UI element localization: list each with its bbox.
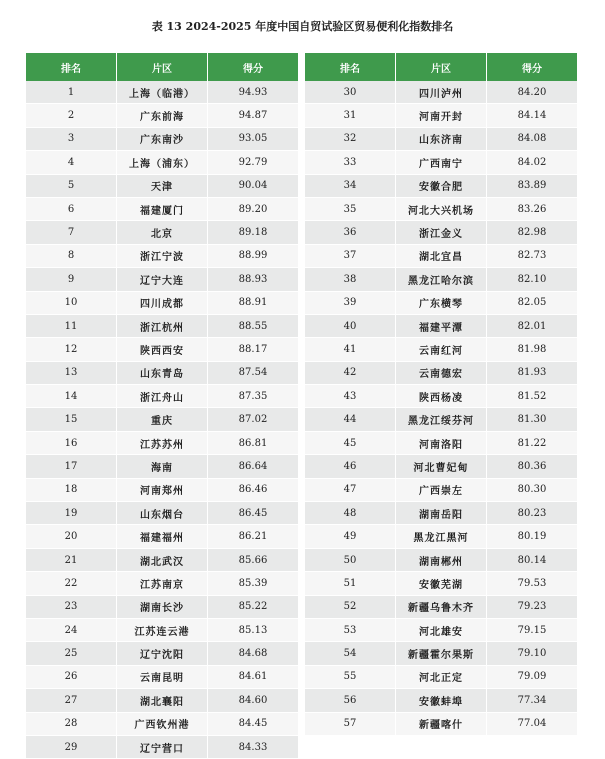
rank-cell: 26 bbox=[26, 666, 117, 689]
score-cell: 92.79 bbox=[208, 151, 298, 174]
region-cell: 浙江金义 bbox=[396, 221, 487, 244]
region-cell: 黑龙江绥芬河 bbox=[396, 408, 487, 431]
rank-cell: 30 bbox=[305, 81, 396, 104]
table-row bbox=[26, 502, 298, 525]
region-cell: 湖南郴州 bbox=[396, 549, 487, 572]
region-cell: 广西南宁 bbox=[396, 151, 487, 174]
score-cell: 85.66 bbox=[208, 549, 298, 572]
region-cell: 辽宁沈阳 bbox=[117, 642, 208, 665]
table-row bbox=[26, 385, 298, 408]
region-cell: 新疆乌鲁木齐 bbox=[396, 596, 487, 619]
region-cell: 北京 bbox=[117, 221, 208, 244]
region-cell: 四川成都 bbox=[117, 292, 208, 315]
rank-cell: 7 bbox=[26, 221, 117, 244]
score-cell: 81.30 bbox=[487, 408, 577, 431]
rank-cell: 56 bbox=[305, 689, 396, 712]
table-row bbox=[26, 292, 298, 315]
region-cell: 辽宁大连 bbox=[117, 268, 208, 291]
rank-cell: 46 bbox=[305, 455, 396, 478]
rank-cell: 31 bbox=[305, 104, 396, 127]
score-cell: 94.87 bbox=[208, 104, 298, 127]
table-row bbox=[305, 596, 577, 619]
rank-cell: 14 bbox=[26, 385, 117, 408]
score-cell: 84.14 bbox=[487, 104, 577, 127]
table-title: 表 13 2024-2025 年度中国自贸试验区贸易便利化指数排名 bbox=[151, 20, 454, 33]
region-cell: 云南红河 bbox=[396, 338, 487, 361]
region-cell: 河南开封 bbox=[396, 104, 487, 127]
rank-cell: 1 bbox=[26, 81, 117, 104]
table-row bbox=[305, 175, 577, 198]
rank-cell: 6 bbox=[26, 198, 117, 221]
region-cell: 浙江舟山 bbox=[117, 385, 208, 408]
rank-cell: 52 bbox=[305, 596, 396, 619]
table-row bbox=[26, 666, 298, 689]
score-cell: 77.34 bbox=[487, 689, 577, 712]
table-row bbox=[26, 549, 298, 572]
score-cell: 81.98 bbox=[487, 338, 577, 361]
score-cell: 84.20 bbox=[487, 81, 577, 104]
rank-cell: 20 bbox=[26, 525, 117, 548]
table-row bbox=[26, 713, 298, 736]
score-cell: 79.23 bbox=[487, 596, 577, 619]
table-row bbox=[305, 479, 577, 502]
region-cell: 湖北武汉 bbox=[117, 549, 208, 572]
score-cell: 81.93 bbox=[487, 362, 577, 385]
table-row bbox=[26, 81, 298, 104]
rank-cell: 21 bbox=[26, 549, 117, 572]
table-row bbox=[305, 338, 577, 361]
rank-cell: 47 bbox=[305, 479, 396, 502]
rank-cell: 19 bbox=[26, 502, 117, 525]
table-row bbox=[305, 455, 577, 478]
table-row bbox=[26, 315, 298, 338]
region-cell: 河北雄安 bbox=[396, 619, 487, 642]
rank-cell: 11 bbox=[26, 315, 117, 338]
rank-cell: 57 bbox=[305, 713, 396, 736]
table-row bbox=[26, 642, 298, 665]
table-row bbox=[305, 385, 577, 408]
score-cell: 77.04 bbox=[487, 713, 577, 736]
score-cell: 86.45 bbox=[208, 502, 298, 525]
table-row bbox=[305, 525, 577, 548]
region-cell: 福建福州 bbox=[117, 525, 208, 548]
table-row bbox=[305, 104, 577, 127]
rank-cell: 10 bbox=[26, 292, 117, 315]
score-cell: 82.05 bbox=[487, 292, 577, 315]
score-cell: 84.61 bbox=[208, 666, 298, 689]
score-cell: 86.21 bbox=[208, 525, 298, 548]
region-cell: 浙江杭州 bbox=[117, 315, 208, 338]
rank-cell: 50 bbox=[305, 549, 396, 572]
score-cell: 90.04 bbox=[208, 175, 298, 198]
rank-cell: 15 bbox=[26, 408, 117, 431]
table-row bbox=[305, 198, 577, 221]
rank-cell: 8 bbox=[26, 245, 117, 268]
score-cell: 79.09 bbox=[487, 666, 577, 689]
rank-cell: 12 bbox=[26, 338, 117, 361]
rank-cell: 35 bbox=[305, 198, 396, 221]
region-cell: 黑龙江哈尔滨 bbox=[396, 268, 487, 291]
rank-cell: 53 bbox=[305, 619, 396, 642]
header-rank: 排名 bbox=[305, 53, 396, 81]
region-cell: 河北正定 bbox=[396, 666, 487, 689]
table-header-row bbox=[305, 53, 577, 81]
score-cell: 79.53 bbox=[487, 572, 577, 595]
region-cell: 四川泸州 bbox=[396, 81, 487, 104]
header-score: 得分 bbox=[208, 53, 298, 81]
region-cell: 河南郑州 bbox=[117, 479, 208, 502]
score-cell: 88.17 bbox=[208, 338, 298, 361]
region-cell: 山东烟台 bbox=[117, 502, 208, 525]
region-cell: 海南 bbox=[117, 455, 208, 478]
score-cell: 88.99 bbox=[208, 245, 298, 268]
score-cell: 79.10 bbox=[487, 642, 577, 665]
score-cell: 82.98 bbox=[487, 221, 577, 244]
score-cell: 87.35 bbox=[208, 385, 298, 408]
table-row bbox=[26, 268, 298, 291]
rank-cell: 3 bbox=[26, 128, 117, 151]
header-region: 片区 bbox=[396, 53, 487, 81]
region-cell: 广东南沙 bbox=[117, 128, 208, 151]
rank-cell: 28 bbox=[26, 713, 117, 736]
table-row bbox=[305, 689, 577, 712]
region-cell: 陕西西安 bbox=[117, 338, 208, 361]
ranking-table-right bbox=[305, 53, 577, 736]
score-cell: 80.14 bbox=[487, 549, 577, 572]
score-cell: 85.22 bbox=[208, 596, 298, 619]
table-row bbox=[26, 408, 298, 431]
score-cell: 86.81 bbox=[208, 432, 298, 455]
region-cell: 黑龙江黑河 bbox=[396, 525, 487, 548]
table-row bbox=[26, 198, 298, 221]
region-cell: 广东前海 bbox=[117, 104, 208, 127]
table-row bbox=[305, 549, 577, 572]
score-cell: 84.33 bbox=[208, 736, 298, 759]
region-cell: 陕西杨凌 bbox=[396, 385, 487, 408]
region-cell: 福建厦门 bbox=[117, 198, 208, 221]
table-row bbox=[305, 619, 577, 642]
score-cell: 87.54 bbox=[208, 362, 298, 385]
score-cell: 81.22 bbox=[487, 432, 577, 455]
header-rank: 排名 bbox=[26, 53, 117, 81]
table-row bbox=[26, 245, 298, 268]
score-cell: 88.91 bbox=[208, 292, 298, 315]
table-row bbox=[305, 292, 577, 315]
rank-cell: 36 bbox=[305, 221, 396, 244]
region-cell: 江苏苏州 bbox=[117, 432, 208, 455]
rank-cell: 32 bbox=[305, 128, 396, 151]
rank-cell: 33 bbox=[305, 151, 396, 174]
rank-cell: 16 bbox=[26, 432, 117, 455]
rank-cell: 34 bbox=[305, 175, 396, 198]
region-cell: 安徽蚌埠 bbox=[396, 689, 487, 712]
region-cell: 河北大兴机场 bbox=[396, 198, 487, 221]
rank-cell: 37 bbox=[305, 245, 396, 268]
rank-cell: 22 bbox=[26, 572, 117, 595]
table-row bbox=[26, 619, 298, 642]
region-cell: 湖北襄阳 bbox=[117, 689, 208, 712]
table-header-row bbox=[26, 53, 298, 81]
score-cell: 85.39 bbox=[208, 572, 298, 595]
region-cell: 新疆喀什 bbox=[396, 713, 487, 736]
table-row bbox=[305, 572, 577, 595]
ranking-table-left bbox=[26, 53, 298, 759]
score-cell: 80.23 bbox=[487, 502, 577, 525]
region-cell: 浙江宁波 bbox=[117, 245, 208, 268]
table-row bbox=[305, 502, 577, 525]
table-row bbox=[26, 689, 298, 712]
score-cell: 84.02 bbox=[487, 151, 577, 174]
region-cell: 重庆 bbox=[117, 408, 208, 431]
table-row bbox=[305, 81, 577, 104]
region-cell: 江苏连云港 bbox=[117, 619, 208, 642]
table-row bbox=[305, 408, 577, 431]
score-cell: 82.73 bbox=[487, 245, 577, 268]
rank-cell: 9 bbox=[26, 268, 117, 291]
table-row bbox=[26, 479, 298, 502]
score-cell: 84.60 bbox=[208, 689, 298, 712]
region-cell: 上海（临港） bbox=[117, 81, 208, 104]
rank-cell: 48 bbox=[305, 502, 396, 525]
table-row bbox=[305, 268, 577, 291]
score-cell: 82.01 bbox=[487, 315, 577, 338]
region-cell: 安徽合肥 bbox=[396, 175, 487, 198]
table-row bbox=[305, 221, 577, 244]
table-row bbox=[26, 596, 298, 619]
score-cell: 84.45 bbox=[208, 713, 298, 736]
region-cell: 广西崇左 bbox=[396, 479, 487, 502]
rank-cell: 45 bbox=[305, 432, 396, 455]
score-cell: 83.26 bbox=[487, 198, 577, 221]
score-cell: 94.93 bbox=[208, 81, 298, 104]
score-cell: 88.55 bbox=[208, 315, 298, 338]
table-row bbox=[26, 338, 298, 361]
region-cell: 河北曹妃甸 bbox=[396, 455, 487, 478]
rank-cell: 4 bbox=[26, 151, 117, 174]
region-cell: 广西钦州港 bbox=[117, 713, 208, 736]
score-cell: 93.05 bbox=[208, 128, 298, 151]
score-cell: 81.52 bbox=[487, 385, 577, 408]
table-row bbox=[26, 175, 298, 198]
score-cell: 79.15 bbox=[487, 619, 577, 642]
score-cell: 80.19 bbox=[487, 525, 577, 548]
table-row bbox=[305, 666, 577, 689]
rank-cell: 40 bbox=[305, 315, 396, 338]
table-row bbox=[26, 525, 298, 548]
rank-cell: 13 bbox=[26, 362, 117, 385]
rank-cell: 38 bbox=[305, 268, 396, 291]
region-cell: 山东青岛 bbox=[117, 362, 208, 385]
table-row bbox=[26, 104, 298, 127]
table-row bbox=[26, 572, 298, 595]
table-row bbox=[305, 642, 577, 665]
rank-cell: 41 bbox=[305, 338, 396, 361]
rank-cell: 29 bbox=[26, 736, 117, 759]
rank-cell: 5 bbox=[26, 175, 117, 198]
region-cell: 湖南长沙 bbox=[117, 596, 208, 619]
region-cell: 湖北宜昌 bbox=[396, 245, 487, 268]
table-row bbox=[26, 151, 298, 174]
rank-cell: 2 bbox=[26, 104, 117, 127]
table-row bbox=[305, 432, 577, 455]
region-cell: 安徽芜湖 bbox=[396, 572, 487, 595]
region-cell: 福建平潭 bbox=[396, 315, 487, 338]
region-cell: 云南德宏 bbox=[396, 362, 487, 385]
region-cell: 广东横琴 bbox=[396, 292, 487, 315]
table-row bbox=[305, 151, 577, 174]
table-row bbox=[26, 362, 298, 385]
region-cell: 山东济南 bbox=[396, 128, 487, 151]
rank-cell: 18 bbox=[26, 479, 117, 502]
region-cell: 新疆霍尔果斯 bbox=[396, 642, 487, 665]
region-cell: 辽宁营口 bbox=[117, 736, 208, 759]
score-cell: 82.10 bbox=[487, 268, 577, 291]
score-cell: 84.68 bbox=[208, 642, 298, 665]
rank-cell: 39 bbox=[305, 292, 396, 315]
region-cell: 天津 bbox=[117, 175, 208, 198]
region-cell: 江苏南京 bbox=[117, 572, 208, 595]
score-cell: 88.93 bbox=[208, 268, 298, 291]
rank-cell: 27 bbox=[26, 689, 117, 712]
region-cell: 云南昆明 bbox=[117, 666, 208, 689]
score-cell: 80.30 bbox=[487, 479, 577, 502]
region-cell: 湖南岳阳 bbox=[396, 502, 487, 525]
rank-cell: 25 bbox=[26, 642, 117, 665]
score-cell: 89.20 bbox=[208, 198, 298, 221]
region-cell: 河南洛阳 bbox=[396, 432, 487, 455]
region-cell: 上海（浦东） bbox=[117, 151, 208, 174]
rank-cell: 44 bbox=[305, 408, 396, 431]
table-row bbox=[305, 128, 577, 151]
score-cell: 83.89 bbox=[487, 175, 577, 198]
rank-cell: 43 bbox=[305, 385, 396, 408]
rank-cell: 49 bbox=[305, 525, 396, 548]
rank-cell: 42 bbox=[305, 362, 396, 385]
header-region: 片区 bbox=[117, 53, 208, 81]
table-row bbox=[26, 221, 298, 244]
table-row bbox=[305, 315, 577, 338]
score-cell: 89.18 bbox=[208, 221, 298, 244]
table-row bbox=[26, 432, 298, 455]
table-row bbox=[305, 713, 577, 736]
score-cell: 86.64 bbox=[208, 455, 298, 478]
table-row bbox=[26, 455, 298, 478]
score-cell: 84.08 bbox=[487, 128, 577, 151]
table-row bbox=[26, 128, 298, 151]
score-cell: 85.13 bbox=[208, 619, 298, 642]
rank-cell: 54 bbox=[305, 642, 396, 665]
rank-cell: 24 bbox=[26, 619, 117, 642]
rank-cell: 51 bbox=[305, 572, 396, 595]
score-cell: 86.46 bbox=[208, 479, 298, 502]
table-row bbox=[305, 362, 577, 385]
rank-cell: 17 bbox=[26, 455, 117, 478]
rank-cell: 23 bbox=[26, 596, 117, 619]
table-row bbox=[305, 245, 577, 268]
header-score: 得分 bbox=[487, 53, 577, 81]
rank-cell: 55 bbox=[305, 666, 396, 689]
score-cell: 87.02 bbox=[208, 408, 298, 431]
score-cell: 80.36 bbox=[487, 455, 577, 478]
